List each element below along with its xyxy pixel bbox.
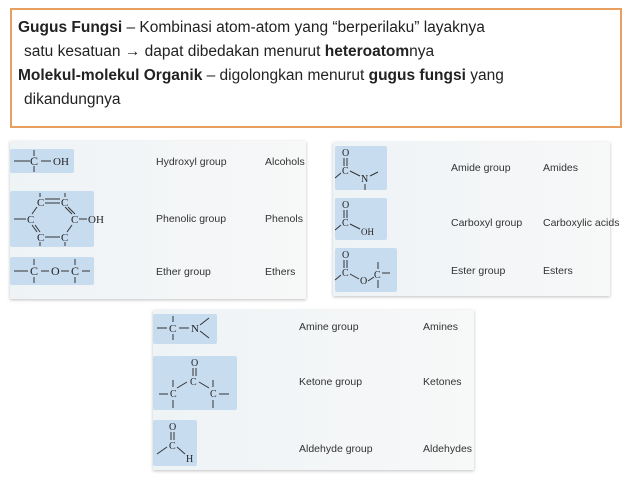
atom-label: C xyxy=(342,166,349,177)
carboxyl-structure xyxy=(335,198,387,240)
definition-text: satu kesatuan xyxy=(24,43,125,60)
atom-label: C xyxy=(210,389,217,400)
definition-text: dapat dibedakan menurut xyxy=(140,43,325,60)
definition-text: yang xyxy=(465,67,504,84)
functional-group-panel-1 xyxy=(10,141,306,299)
atom-label: C xyxy=(374,270,381,281)
definition-box xyxy=(10,8,622,128)
carbon-atom: C xyxy=(30,154,39,168)
aldehyde-structure xyxy=(153,420,197,466)
atom-label: C xyxy=(342,218,349,229)
phenol-structure xyxy=(10,191,104,247)
functional-group-panel-3 xyxy=(153,310,474,470)
definition-text: dikandungnya xyxy=(24,91,121,108)
group-name: Ether group xyxy=(156,266,211,278)
class-name: Ethers xyxy=(265,266,296,278)
atom-label: O xyxy=(342,148,350,159)
group-name: Amide group xyxy=(451,162,511,174)
amine-structure xyxy=(153,314,217,344)
amide-structure xyxy=(335,146,387,190)
atom-label: C xyxy=(37,232,45,244)
atom-label: O xyxy=(169,422,177,433)
arrow-icon: → xyxy=(124,43,141,60)
definition-line-1 xyxy=(18,16,612,40)
group-name: Phenolic group xyxy=(156,213,227,225)
definition-line-3 xyxy=(18,64,612,88)
oh-label: OH xyxy=(53,156,69,168)
class-name: Alcohols xyxy=(265,156,305,168)
term-gugus-fungsi: Gugus Fungsi xyxy=(18,19,123,36)
definition-text: nya xyxy=(409,43,435,60)
atom-label: O xyxy=(51,264,60,278)
atom-label: N xyxy=(191,323,199,335)
term-molekul-organik: Molekul-molekul Organik xyxy=(18,67,203,84)
atom-label: C xyxy=(61,197,69,209)
term-heteroatom: heteroatom xyxy=(324,43,410,60)
group-name: Hydroxyl group xyxy=(156,156,227,168)
atom-label: OH xyxy=(88,214,104,226)
atom-label: H xyxy=(186,454,194,465)
atom-label: C xyxy=(71,264,80,278)
group-name: Aldehyde group xyxy=(299,443,373,455)
functional-group-panel-2 xyxy=(333,142,620,296)
class-name: Amines xyxy=(423,321,459,333)
atom-label: OH xyxy=(361,227,374,237)
definition-line-4 xyxy=(18,88,612,112)
atom-label: C xyxy=(169,441,176,452)
ether-structure xyxy=(10,257,94,285)
atom-label: O xyxy=(360,276,368,287)
atom-label: O xyxy=(191,358,199,369)
class-name: Amides xyxy=(543,162,579,174)
definition-line-2 xyxy=(18,40,612,64)
atom-label: C xyxy=(169,323,177,335)
atom-label: C xyxy=(190,377,197,388)
atom-label: C xyxy=(342,268,349,279)
definition-text: – digolongkan menurut xyxy=(202,67,369,84)
group-name: Ester group xyxy=(451,265,506,277)
term-gugus-fungsi: gugus fungsi xyxy=(368,67,466,84)
atom-label: O xyxy=(342,200,350,211)
atom-label: C xyxy=(37,197,45,209)
atom-label: C xyxy=(30,264,39,278)
group-name: Amine group xyxy=(299,321,359,333)
group-name: Carboxyl group xyxy=(451,217,523,229)
class-name: Phenols xyxy=(265,213,303,225)
class-name: Carboxylic acids xyxy=(543,217,620,229)
atom-label: C xyxy=(71,214,79,226)
atom-label: C xyxy=(61,232,69,244)
class-name: Aldehydes xyxy=(423,443,473,455)
ester-structure xyxy=(335,248,397,292)
class-name: Esters xyxy=(543,265,573,277)
class-name: Ketones xyxy=(423,376,462,388)
atom-label: N xyxy=(361,174,369,185)
group-name: Ketone group xyxy=(299,376,363,388)
atom-label: C xyxy=(170,389,177,400)
ketone-structure xyxy=(153,356,237,410)
hydroxyl-structure xyxy=(10,149,74,173)
atom-label: O xyxy=(342,250,350,261)
definition-text: – Kombinasi atom-atom yang “berperilaku” layaknya xyxy=(122,19,485,36)
atom-label: C xyxy=(27,214,35,226)
